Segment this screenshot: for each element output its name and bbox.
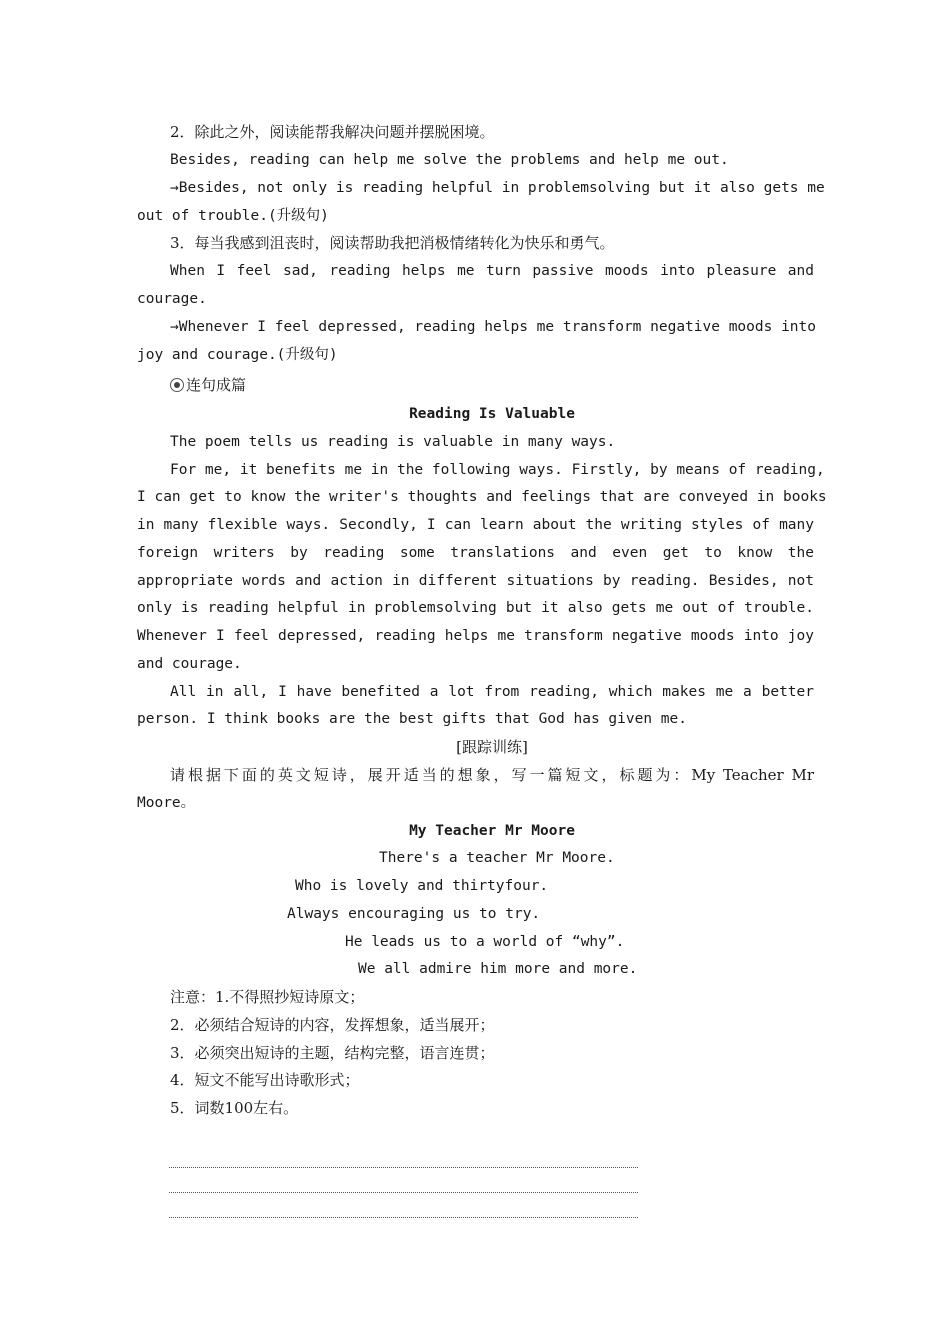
note-item: 3．必须突出短诗的主题，结构完整，语言连贯； <box>170 1044 495 1062</box>
essay-line: in many flexible ways. Secondly, I can learn about the writing styles of many <box>137 517 814 533</box>
practice-heading: [跟踪训练] <box>456 738 528 756</box>
practice-instruction-line1: 请根据下面的英文短诗，展开适当的想象，写一篇短文，标题为：My Teacher Mr <box>170 766 814 784</box>
section-heading-text: 连句成篇 <box>186 376 247 394</box>
item3-english-line2: courage. <box>137 291 207 307</box>
practice-instruction-line2: Moore。 <box>137 795 196 811</box>
essay-line: Whenever I feel depressed, reading helps me transform negative moods into joy <box>137 628 814 644</box>
item2-english: Besides, reading can help me solve the problems and help me out. <box>170 152 729 168</box>
item3-english-line1: When I feel sad, reading helps me turn passive moods into pleasure and <box>170 263 814 279</box>
item2-upgrade-line1: →Besides, not only is reading helpful in problemsolving but it also gets me <box>170 180 825 196</box>
section-heading <box>170 375 814 395</box>
essay-line: The poem tells us reading is valuable in many ways. <box>170 434 616 450</box>
essay-title: Reading Is Valuable <box>409 406 575 422</box>
item3-upgrade-line1: →Whenever I feel depressed, reading helps me transform negative moods into <box>170 319 817 335</box>
poem-line: There's a teacher Mr Moore. <box>379 850 615 866</box>
item2-chinese: 2．除此之外，阅读能帮我解决问题并摆脱困境。 <box>170 123 495 141</box>
poem-line: Who is lovely and thirtyfour. <box>295 878 549 894</box>
essay-line: I can get to know the writer's thoughts and feelings that are conveyed in books <box>137 489 827 505</box>
essay-line: and courage. <box>137 656 242 672</box>
essay-line: appropriate words and action in different situations by reading. Besides, not <box>137 573 814 589</box>
essay-line: All in all, I have benefited a lot from reading, which makes me a better <box>170 684 814 700</box>
essay-line: person. I think books are the best gifts that God has given me. <box>137 711 687 727</box>
item3-chinese: 3．每当我感到沮丧时，阅读帮助我把消极情绪转化为快乐和勇气。 <box>170 234 615 252</box>
poem-line: He leads us to a world of “why”. <box>345 934 625 950</box>
essay-line: For me, it benefits me in the following ways. Firstly, by means of reading, <box>170 462 825 478</box>
answer-line[interactable] <box>169 1217 638 1218</box>
item2-upgrade-line2: out of trouble.(升级句) <box>137 208 329 224</box>
essay-line: only is reading helpful in problemsolving but it also gets me out of trouble. <box>137 600 814 616</box>
note-item: 4．短文不能写出诗歌形式； <box>170 1071 360 1089</box>
answer-line[interactable] <box>169 1192 638 1193</box>
radio-bullet-icon <box>170 378 184 392</box>
note-item: 2．必须结合短诗的内容，发挥想象，适当展开； <box>170 1016 495 1034</box>
essay-line: foreign writers by reading some translations and even get to know the <box>137 545 814 561</box>
answer-line[interactable] <box>169 1167 638 1168</box>
note-item: 5．词数100左右。 <box>170 1099 299 1117</box>
note-item: 注意：1.不得照抄短诗原文； <box>170 988 365 1006</box>
item3-upgrade-line2: joy and courage.(升级句) <box>137 347 338 363</box>
poem-line: We all admire him more and more. <box>358 961 638 977</box>
poem-title: My Teacher Mr Moore <box>409 823 575 839</box>
poem-line: Always encouraging us to try. <box>287 906 541 922</box>
